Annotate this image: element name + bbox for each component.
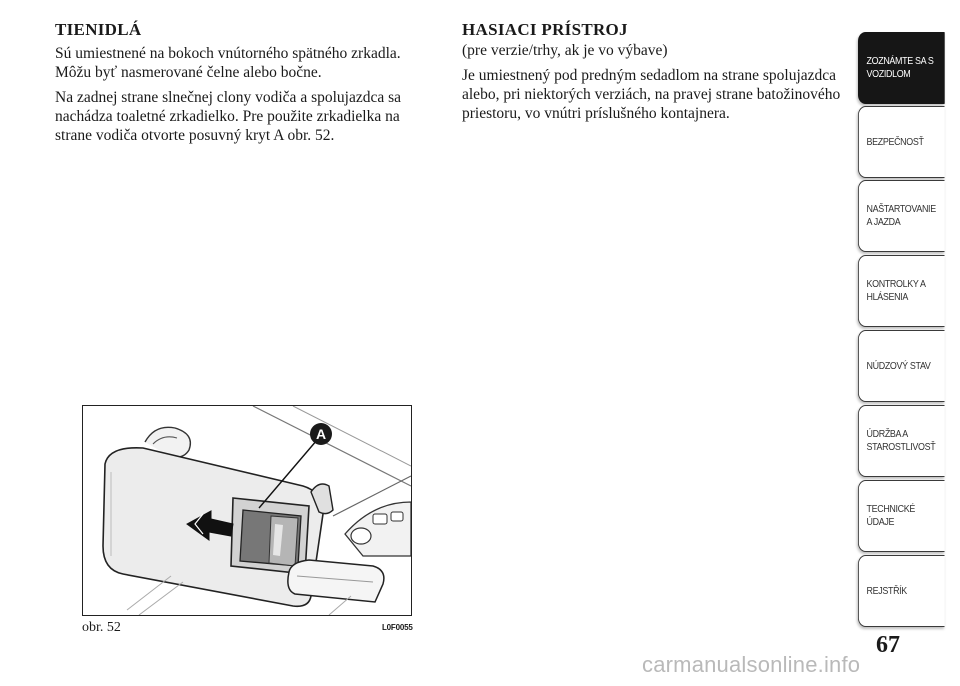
sun-visor-illustration — [82, 405, 412, 616]
paragraph: Na zadnej strane slnečnej clony vodiča a spolujazdca sa nachádza toaletné zrkadielko. Pre použite zrkadielka na strane vodiča otvorte posuvný kryt A obr. 52. — [55, 89, 402, 144]
figure-caption: obr. 52 — [82, 620, 121, 635]
paragraph: Je umiestnený pod predným sedadlom na strane spolujazdca alebo, pri niektorých verziách, na pravej strane batožinového priestoru, vo vnútri príslušného kontajnera. — [462, 67, 841, 122]
tab-label: ÚDRŽBA A STAROSTLIVOSŤ — [866, 428, 936, 453]
tab-label: REJSTŘÍK — [866, 584, 907, 597]
left-column — [55, 20, 435, 151]
tab-kontrolky-a-hlasenia[interactable] — [858, 255, 945, 327]
figure-code: L0F0055 — [382, 623, 413, 632]
tab-label: TECHNICKÉ ÚDAJE — [866, 503, 916, 528]
tab-label: BEZPEČNOSŤ — [866, 135, 924, 148]
tab-label: NAŠTARTOVANIE A JAZDA — [866, 203, 936, 228]
section-subtitle: (pre verzie/trhy, ak je vo výbave) — [462, 42, 668, 59]
page-number: 67 — [876, 632, 900, 658]
tab-label: NÚDZOVÝ STAV — [866, 359, 931, 372]
watermark: carmanualsonline.info — [642, 652, 861, 677]
paragraph: Sú umiestnené na bokoch vnútorného spätného zrkadla. Môžu byť nasmerované čelne alebo bočne. — [55, 45, 401, 81]
tab-bezpecnost[interactable] — [858, 106, 945, 178]
right-column — [462, 20, 842, 129]
tab-zoznamte-sa-s-vozidlom[interactable] — [858, 32, 945, 104]
tab-technicke-udaje[interactable] — [858, 480, 945, 552]
tab-label: ZOZNÁMTE SA S VOZIDLOM — [866, 55, 934, 80]
tab-udrzba-a-starostlivost[interactable] — [858, 405, 945, 477]
sun-visor-drawing — [83, 406, 411, 615]
chapter-tabs — [858, 0, 960, 686]
tab-nudzovy-stav[interactable] — [858, 330, 945, 402]
tab-label: KONTROLKY A HLÁSENIA — [866, 278, 926, 303]
callout-label-a: A — [315, 426, 327, 442]
tab-rejstrik[interactable] — [858, 555, 945, 627]
section-heading-hasiaci-pristroj: HASIACI PRÍSTROJ — [462, 20, 628, 39]
tab-nastartovanie-a-jazda[interactable] — [858, 180, 945, 252]
section-heading-tienidla: TIENIDLÁ — [55, 20, 142, 39]
